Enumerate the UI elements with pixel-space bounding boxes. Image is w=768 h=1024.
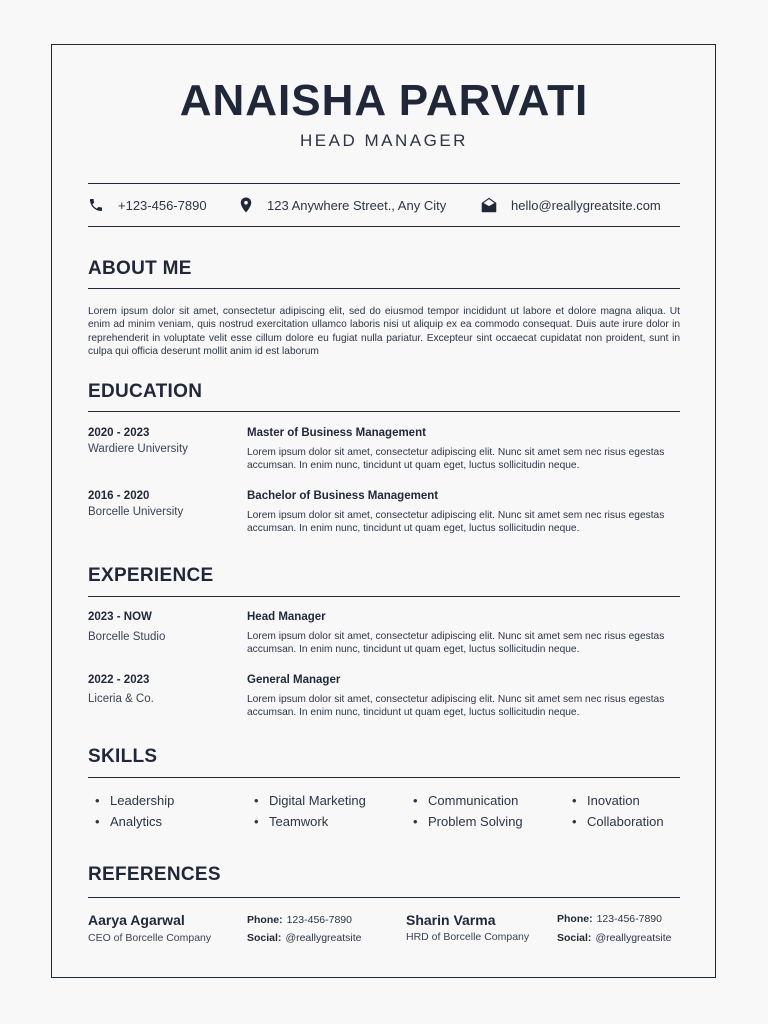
divider xyxy=(88,777,680,778)
about-title: ABOUT ME xyxy=(88,258,192,279)
phone-label: Phone: xyxy=(557,913,593,925)
experience-company: Liceria & Co. xyxy=(88,693,154,705)
reference-phone-value: 123-456-7890 xyxy=(286,914,352,926)
contact-address[interactable] xyxy=(237,193,446,217)
skill-item: • Teamwork xyxy=(269,814,328,829)
reference-role: CEO of Borcelle Company xyxy=(88,932,212,944)
reference-name: Sharin Varma xyxy=(406,912,496,928)
address-text: 123 Anywhere Street., Any City xyxy=(267,197,447,213)
education-degree: Bachelor of Business Management xyxy=(247,490,439,502)
resume-name: ANAISHA PARVATI xyxy=(179,76,589,125)
skill-item: • Collaboration xyxy=(587,814,664,829)
education-title: EDUCATION xyxy=(88,381,203,402)
reference-phone-value: 123-456-7890 xyxy=(596,913,662,925)
reference-social xyxy=(557,932,671,944)
experience-title: EXPERIENCE xyxy=(88,565,214,586)
education-desc: Lorem ipsum dolor sit amet, consectetur adipiscing elit. Nunc sit amet sem nec risus egestas accumsan. In enim nunc, tincidunt ut quam eget, luctus sollicitudin neque. xyxy=(247,510,665,535)
reference-social-value: @reallygreatsite xyxy=(595,932,672,944)
experience-desc: Lorem ipsum dolor sit amet, consectetur adipiscing elit. Nunc sit amet sem nec risus egestas accumsan. In enim nunc, tincidunt ut quam eget, luctus sollicitudin neque. xyxy=(247,694,665,719)
reference-social-value: @reallygreatsite xyxy=(285,932,362,944)
education-degree: Master of Business Management xyxy=(247,427,426,439)
reference-social xyxy=(247,932,361,944)
divider xyxy=(88,596,680,597)
experience-desc: Lorem ipsum dolor sit amet, consectetur adipiscing elit. Nunc sit amet sem nec risus egestas accumsan. In enim nunc, tincidunt ut quam eget, luctus sollicitudin neque. xyxy=(247,631,665,656)
skill-item: • Problem Solving xyxy=(428,814,523,829)
divider xyxy=(88,897,680,898)
resume-role: HEAD MANAGER xyxy=(300,131,468,150)
divider xyxy=(88,226,680,227)
divider xyxy=(88,288,680,289)
experience-company: Borcelle Studio xyxy=(88,631,166,643)
reference-role: HRD of Borcelle Company xyxy=(406,931,530,943)
skill-item: • Leadership xyxy=(110,793,174,808)
location-pin-icon xyxy=(237,194,255,216)
skill-item: • Digital Marketing xyxy=(269,793,366,808)
divider xyxy=(88,411,680,412)
education-school: Wardiere University xyxy=(88,443,188,455)
skills-title: SKILLS xyxy=(88,746,158,767)
mail-open-icon xyxy=(480,197,498,213)
reference-phone xyxy=(247,914,352,926)
contact-email[interactable] xyxy=(480,193,661,217)
phone-label: Phone: xyxy=(247,914,283,926)
reference-phone xyxy=(557,913,662,925)
experience-years: 2022 - 2023 xyxy=(88,674,150,686)
experience-years: 2023 - NOW xyxy=(88,611,152,623)
references-title: REFERENCES xyxy=(88,864,221,885)
phone-icon xyxy=(88,197,104,213)
skill-item: • Communication xyxy=(428,793,518,808)
reference-name: Aarya Agarwal xyxy=(88,912,185,928)
contact-phone[interactable] xyxy=(88,193,207,217)
education-school: Borcelle University xyxy=(88,506,184,518)
skill-item: • Inovation xyxy=(587,793,640,808)
social-label: Social: xyxy=(557,932,592,944)
email-text: hello@reallygreatsite.com xyxy=(511,197,661,213)
divider xyxy=(88,183,680,184)
experience-position: General Manager xyxy=(247,674,341,686)
education-desc: Lorem ipsum dolor sit amet, consectetur adipiscing elit. Nunc sit amet sem nec risus egestas accumsan. In enim nunc, tincidunt ut quam eget, luctus sollicitudin neque. xyxy=(247,447,665,472)
contact-row xyxy=(88,193,680,217)
experience-position: Head Manager xyxy=(247,611,326,623)
skill-item: • Analytics xyxy=(110,814,162,829)
about-text: Lorem ipsum dolor sit amet, consectetur adipiscing elit, sed do eiusmod tempor incididunt ut labore et dolore magna aliqua. Ut enim ad minim veniam, quis nostrud exercitation ullamco laboris nisi ut aliquip ex ea commodo consequat. Duis aute irure dolor in reprehenderit in voluptate velit esse cillum dolore eu fugiat nulla pariatur. Excepteur sint occaecat cupidatat non proident, sunt in culpa qui officia deserunt mollit anim id est laborum xyxy=(88,306,680,357)
social-label: Social: xyxy=(247,932,282,944)
phone-text: +123-456-7890 xyxy=(118,197,207,213)
education-years: 2020 - 2023 xyxy=(88,427,150,439)
education-years: 2016 - 2020 xyxy=(88,490,150,502)
